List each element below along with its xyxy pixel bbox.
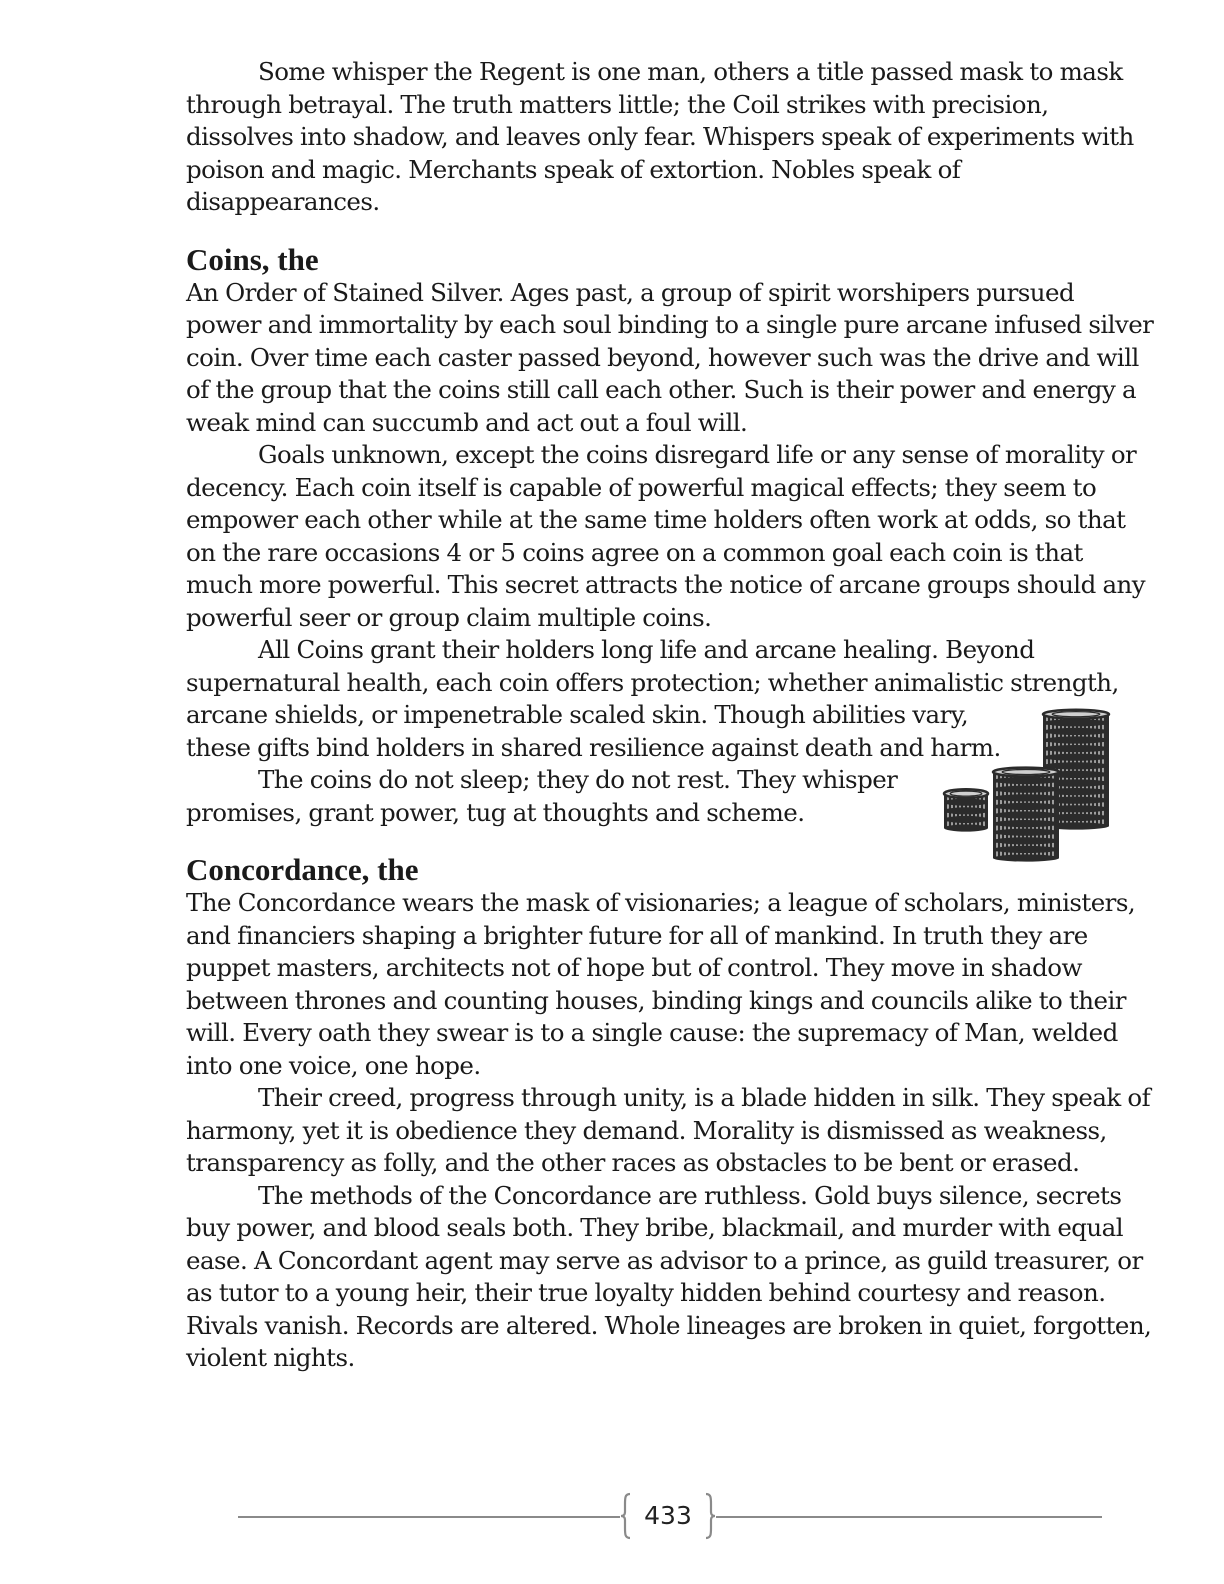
coins-paragraph-3-part-1: All Coins grant their holders long life and arcane healing. Beyond supernatural health, each coin offers protection; whether animalistic strength, arcane shields, or impenetrable scaled skin. Though abilities vary, (186, 635, 1119, 729)
coin-stacks-icon (942, 698, 1112, 866)
concordance-paragraph-3: The methods of the Concordance are ruthless. Gold buys silence, secrets buy power, and blood seals both. They bribe, blackmail, and murder with equal ease. A Concordant agent may serve as advisor to a prince, as guild treasurer, or as tutor to a young heir, their true loyalty hidden behind courtesy and reason. Rivals vanish. Records are altered. Whole lineages are broken in quiet, forgotten, violent nights. (186, 1180, 1152, 1372)
footer-rule-right (716, 1516, 1102, 1518)
concordance-paragraph-1: The Concordance wears the mask of visionaries; a league of scholars, ministers, and financiers shaping a brighter future for all of mankind. In truth they are puppet masters, architects not of hope but of control. They move in shadow between thrones and counting houses, binding kings and councils alike to their will. Every oath they swear is to a single cause: the supremacy of Man, welded into one voice, one hope. (186, 888, 1136, 1080)
coin-stack (944, 789, 988, 831)
page-number: 433 (644, 1501, 692, 1530)
coins-paragraph-1: An Order of Stained Silver. Ages past, a group of spirit worshipers pursued power and immortality by each soul binding to a single pure arcane infused silver coin. Over time each caster passed beyond, however such was the drive and will of the group that the coins still call each other. Such is their power and energy a weak mind can succumb and act out a foul will. (186, 277, 1154, 437)
concordance-paragraph-2: Their creed, progress through unity, is a blade hidden in silk. They speak of harmony, yet it is obedience they demand. Morality is dismissed as weakness, transparency as folly, and the other races as obstacles to be bent or erased. (186, 1083, 1151, 1177)
footer-rule-left (238, 1516, 620, 1518)
coins-paragraph-4-part-2: promises, grant power, tug at thoughts and scheme. (186, 797, 805, 827)
page-footer (238, 1492, 1102, 1540)
regent-paragraph-1: Some whisper the Regent is one man, others a title passed mask to mask through betrayal. The truth matters little; the Coil strikes with precision, dissolves into shadow, and leaves only fear. Whispers speak of experiments with poison and magic. Merchants speak of extortion. Nobles speak of disappearances. (186, 57, 1134, 216)
coins-paragraph-2: Goals unknown, except the coins disregard life or any sense of morality or decency. Each coin itself is capable of powerful magical effects; they seem to empower each other while at the same time holders often work at odds, so that on the rare occasions 4 or 5 coins agree on a common goal each coin is that much more powerful. This secret attracts the notice of arcane groups should any powerful seer or group claim multiple coins. (186, 440, 1146, 632)
coins-paragraph-4-part-1: The coins do not sleep; they do not rest. They whisper (258, 765, 898, 794)
concordance-heading: Concordance, the (186, 852, 419, 887)
coins-paragraph-3-part-2: these gifts bind holders in shared resilience against death and harm. (186, 732, 1001, 762)
left-brace-icon (620, 1492, 632, 1540)
coins-heading: Coins, the (186, 241, 319, 277)
coin-stack (993, 768, 1059, 862)
right-brace-icon (704, 1492, 716, 1540)
